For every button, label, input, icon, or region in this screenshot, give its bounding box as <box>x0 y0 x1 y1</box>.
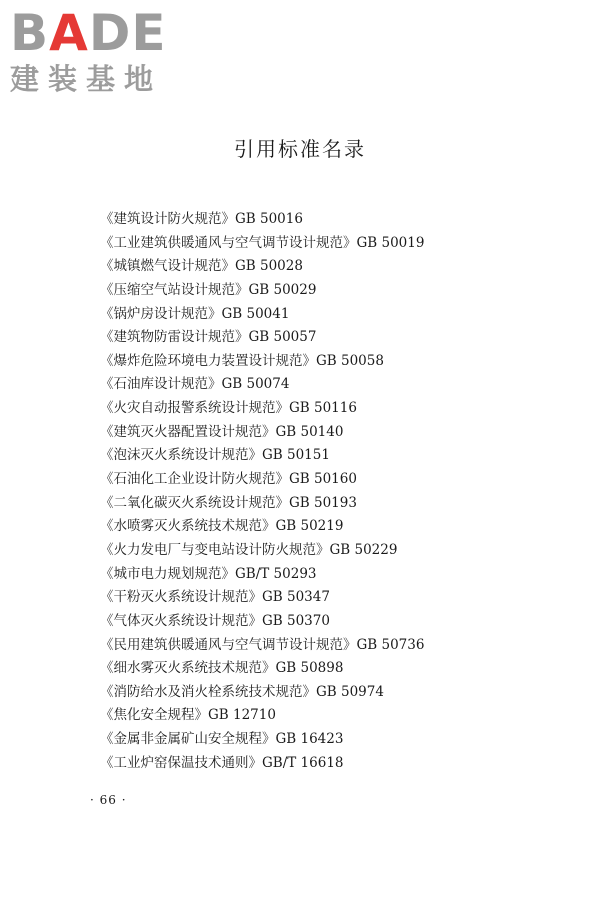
reference-list <box>100 208 580 775</box>
logo-chinese-text: 建装基地 <box>10 62 163 96</box>
reference-item: 《建筑设计防火规范》GB 50016 <box>100 211 303 227</box>
watermark-logo <box>10 6 180 96</box>
page-title: 引用标准名录 <box>234 137 366 161</box>
reference-item: 《泡沫灭火系统设计规范》GB 50151 <box>100 447 330 464</box>
reference-item: 《火灾自动报警系统设计规范》GB 50116 <box>100 400 357 417</box>
reference-item: 《工业炉窑保温技术通则》GB/T 16618 <box>100 754 344 771</box>
reference-item: 《爆炸危险环境电力装置设计规范》GB 50058 <box>100 352 384 369</box>
reference-item: 《工业建筑供暖通风与空气调节设计规范》GB 50019 <box>100 234 425 251</box>
reference-item: 《焦化安全规程》GB 12710 <box>100 707 276 724</box>
reference-item: 《金属非金属矿山安全规程》GB 16423 <box>100 731 344 748</box>
reference-item: 《二氧化碳灭火系统设计规范》GB 50193 <box>100 494 357 511</box>
logo-letter-accent: A <box>49 4 89 62</box>
reference-item: 《建筑灭火器配置设计规范》GB 50140 <box>100 423 344 440</box>
reference-item: 《压缩空气站设计规范》GB 50029 <box>100 281 317 298</box>
reference-item: 《城镇燃气设计规范》GB 50028 <box>100 258 303 275</box>
logo-wordmark <box>10 6 180 60</box>
reference-item: 《民用建筑供暖通风与空气调节设计规范》GB 50736 <box>100 636 425 653</box>
reference-item: 《城市电力规划规范》GB/T 50293 <box>100 565 317 582</box>
reference-item: 《锅炉房设计规范》GB 50041 <box>100 305 290 322</box>
reference-item: 《消防给水及消火栓系统技术规范》GB 50974 <box>100 683 384 700</box>
page-number: · 66 · <box>90 793 127 807</box>
reference-item: 《建筑物防雷设计规范》GB 50057 <box>100 329 317 346</box>
reference-item: 《石油库设计规范》GB 50074 <box>100 376 290 393</box>
reference-item: 《水喷雾灭火系统技术规范》GB 50219 <box>100 518 344 535</box>
reference-item: 《火力发电厂与变电站设计防火规范》GB 50229 <box>100 541 398 558</box>
reference-item: 《细水雾灭火系统技术规范》GB 50898 <box>100 660 344 677</box>
reference-item: 《干粉灭火系统设计规范》GB 50347 <box>100 589 330 606</box>
reference-item: 《气体灭火系统设计规范》GB 50370 <box>100 612 330 629</box>
logo-letters-start: B <box>10 4 50 62</box>
logo-letters-end: DE <box>88 4 167 62</box>
reference-item: 《石油化工企业设计防火规范》GB 50160 <box>100 471 357 488</box>
